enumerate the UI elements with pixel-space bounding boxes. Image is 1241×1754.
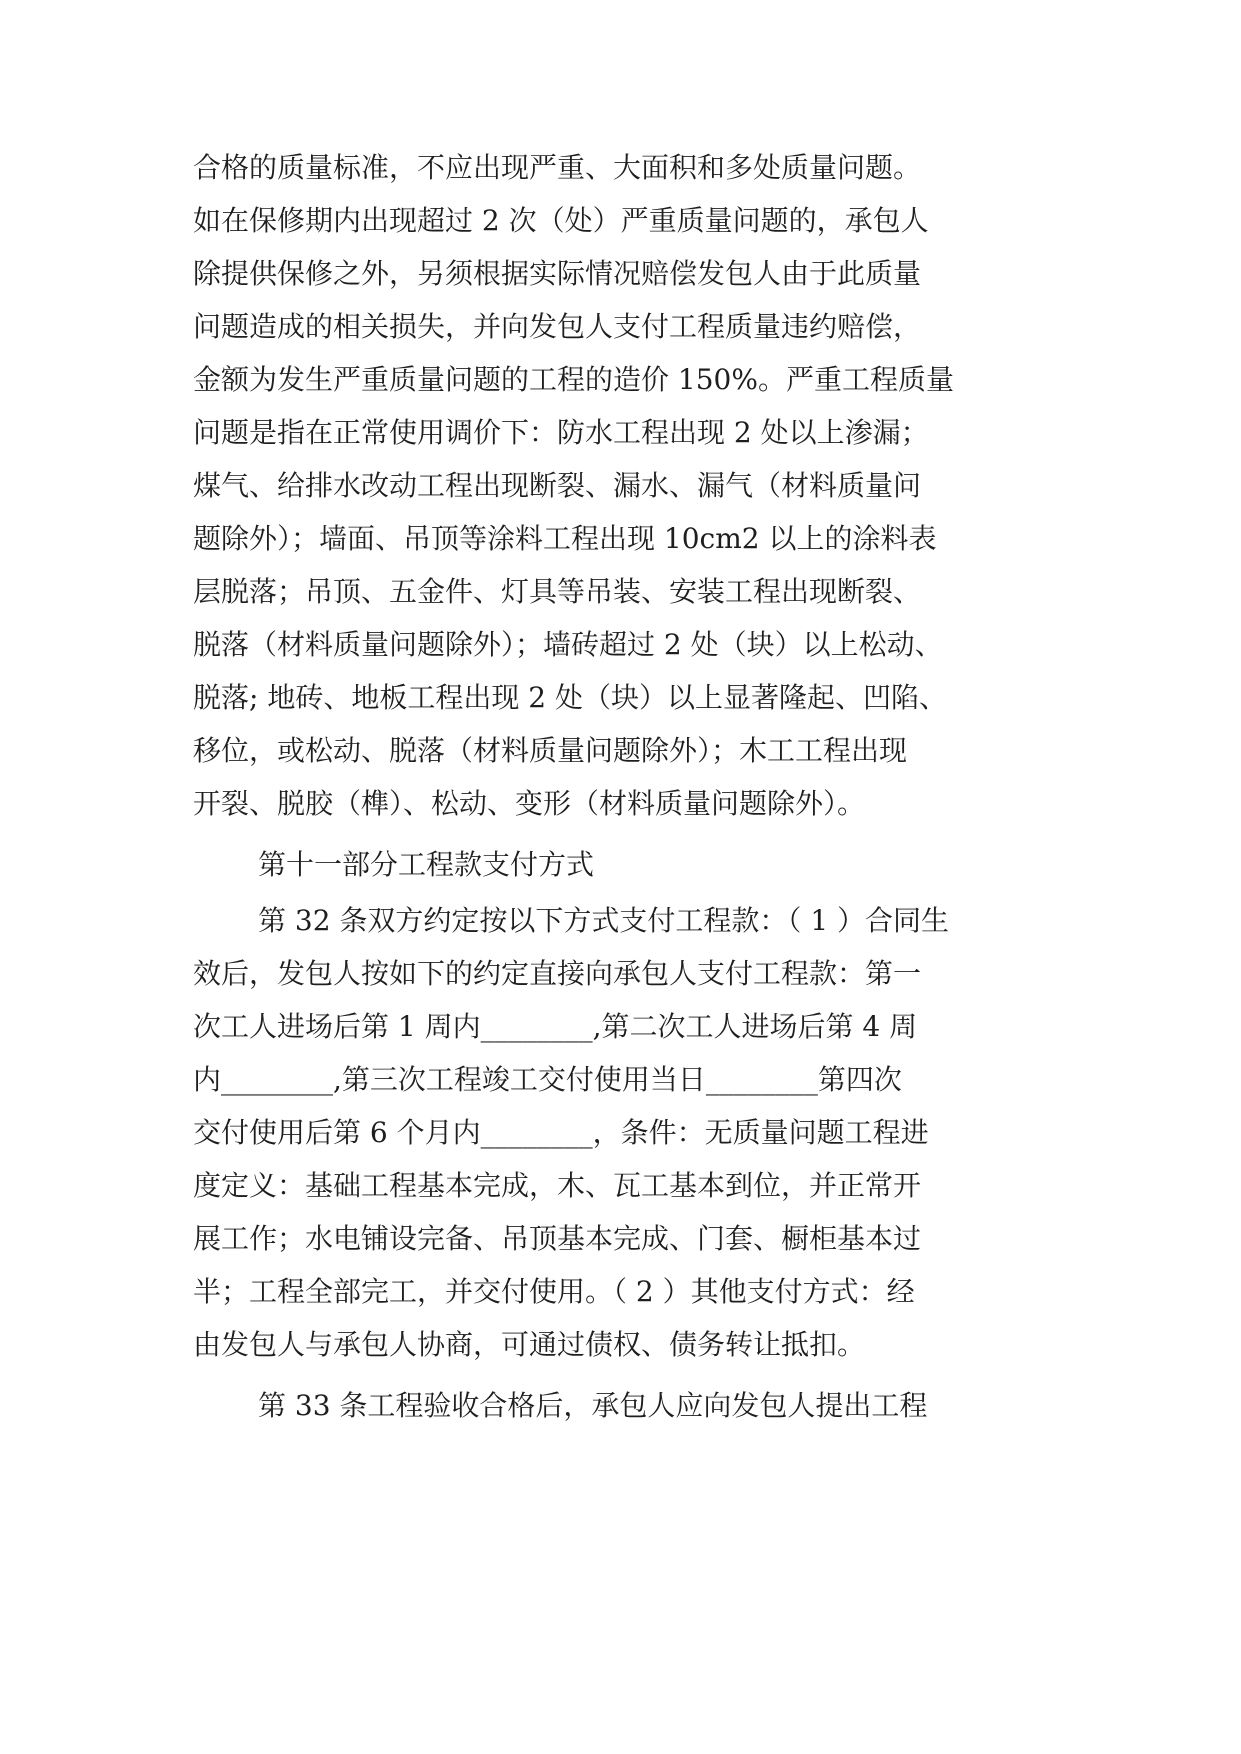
paragraph-line: 次工人进场后第 1 周内________,第二次工人进场后第 4 周	[193, 1010, 918, 1043]
paragraph-line: 金额为发生严重质量问题的工程的造价 150%。严重工程质量	[193, 363, 954, 396]
paragraph-line: 由发包人与承包人协商，可通过债权、债务转让抵扣。	[193, 1328, 866, 1361]
paragraph-line: 合格的质量标准，不应出现严重、大面积和多处质量问题。	[193, 151, 922, 184]
paragraph-line: 半；工程全部完工，并交付使用。（ 2 ）其他支付方式：经	[193, 1275, 915, 1308]
paragraph-line: 移位，或松动、脱落（材料质量问题除外）；木工工程出现	[193, 734, 908, 767]
paragraph-line: 度定义：基础工程基本完成，木、瓦工基本到位，并正常开	[193, 1169, 922, 1202]
section-heading: 第十一部分工程款支付方式	[258, 848, 595, 881]
paragraph-line: 层脱落；吊顶、五金件、灯具等吊装、安装工程出现断裂、	[193, 575, 922, 608]
paragraph-line: 脱落（材料质量问题除外）；墙砖超过 2 处（块）以上松动、	[193, 628, 943, 661]
paragraph-line: 除提供保修之外，另须根据实际情况赔偿发包人由于此质量	[193, 257, 922, 290]
paragraph-line: 第 32 条双方约定按以下方式支付工程款：（ 1 ）合同生	[258, 904, 950, 937]
paragraph-line: 如在保修期内出现超过 2 次（处）严重质量问题的，承包人	[193, 204, 929, 237]
paragraph-line: 内________,第三次工程竣工交付使用当日________第四次	[193, 1063, 902, 1096]
paragraph-line: 交付使用后第 6 个月内________，条件：无质量问题工程进	[193, 1116, 929, 1149]
paragraph-line: 煤气、给排水改动工程出现断裂、漏水、漏气（材料质量问	[193, 469, 922, 502]
paragraph-line: 脱落; 地砖、地板工程出现 2 处（块）以上显著隆起、凹陷、	[193, 681, 947, 714]
paragraph-line: 展工作；水电铺设完备、吊顶基本完成、门套、橱柜基本过	[193, 1222, 922, 1255]
paragraph-line: 题除外）；墙面、吊顶等涂料工程出现 10cm2 以上的涂料表	[193, 522, 937, 555]
paragraph-line: 开裂、脱胶（榫）、松动、变形（材料质量问题除外）。	[193, 787, 866, 820]
paragraph-line: 第 33 条工程验收合格后，承包人应向发包人提出工程	[258, 1389, 928, 1422]
paragraph-line: 问题是指在正常使用调价下：防水工程出现 2 处以上渗漏；	[193, 416, 929, 449]
paragraph-line: 问题造成的相关损失，并向发包人支付工程质量违约赔偿，	[193, 310, 922, 343]
paragraph-line: 效后，发包人按如下的约定直接向承包人支付工程款：第一	[193, 957, 922, 990]
